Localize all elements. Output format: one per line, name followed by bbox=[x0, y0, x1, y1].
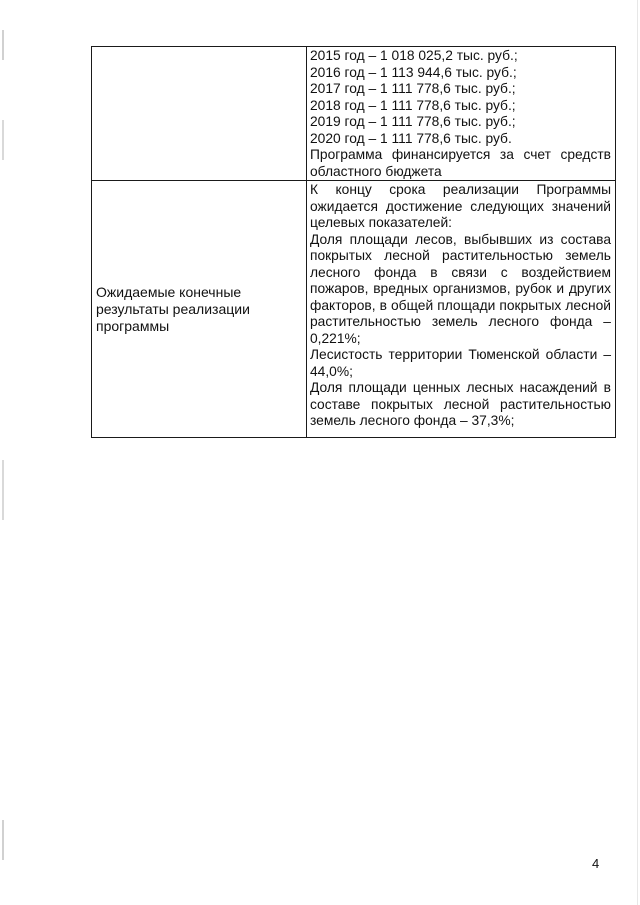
funding-values-cell bbox=[307, 47, 616, 181]
funding-label-cell bbox=[92, 47, 307, 181]
page-number: 4 bbox=[592, 856, 600, 871]
funding-line-2020: 2020 год – 1 111 778,6 тыс. руб. bbox=[310, 130, 512, 146]
results-label: Ожидаемые конечные результаты реализации программы bbox=[96, 283, 250, 334]
funding-line-2017: 2017 год – 1 111 778,6 тыс. руб.; bbox=[310, 81, 516, 96]
program-passport-table bbox=[91, 46, 616, 438]
scan-edge-right bbox=[637, 0, 638, 905]
results-label-cell bbox=[92, 181, 307, 438]
table-row-results bbox=[92, 181, 616, 438]
funding-source-note: Программа финансируется за счет средств областного бюджета bbox=[310, 147, 611, 179]
funding-line-2018: 2018 год – 1 111 778,6 тыс. руб.; bbox=[310, 97, 516, 113]
results-values-cell bbox=[307, 181, 616, 438]
table-row-funding bbox=[92, 47, 616, 181]
funding-line-2015: 2015 год – 1 018 025,2 тыс. руб.; bbox=[310, 48, 518, 63]
results-item-valuable-plantings-share: Доля площади ценных лесных насаждений в составе покрытых лесной растительностью земель лесного фонда – 37,3%; bbox=[310, 380, 611, 428]
funding-line-2016: 2016 год – 1 113 944,6 тыс. руб.; bbox=[310, 64, 517, 80]
results-intro: К концу срока реализации Программы ожидается достижение следующих значений целевых показателей: bbox=[310, 182, 611, 230]
scan-edge-left bbox=[2, 0, 4, 905]
results-item-forest-loss-share: Доля площади лесов, выбывших из состава покрытых лесной растительностью земель лесного фонда в связи с воздействием пожаров, вредных организмов, рубок и других факторов, в общей площади покрытых лесной растительностью земель лесного фонда – 0,221%; bbox=[310, 231, 611, 346]
funding-line-2019: 2019 год – 1 111 778,6 тыс. руб.; bbox=[310, 114, 516, 129]
results-item-forest-cover: Лесистость территории Тюменской области – 44,0%; bbox=[310, 347, 611, 379]
